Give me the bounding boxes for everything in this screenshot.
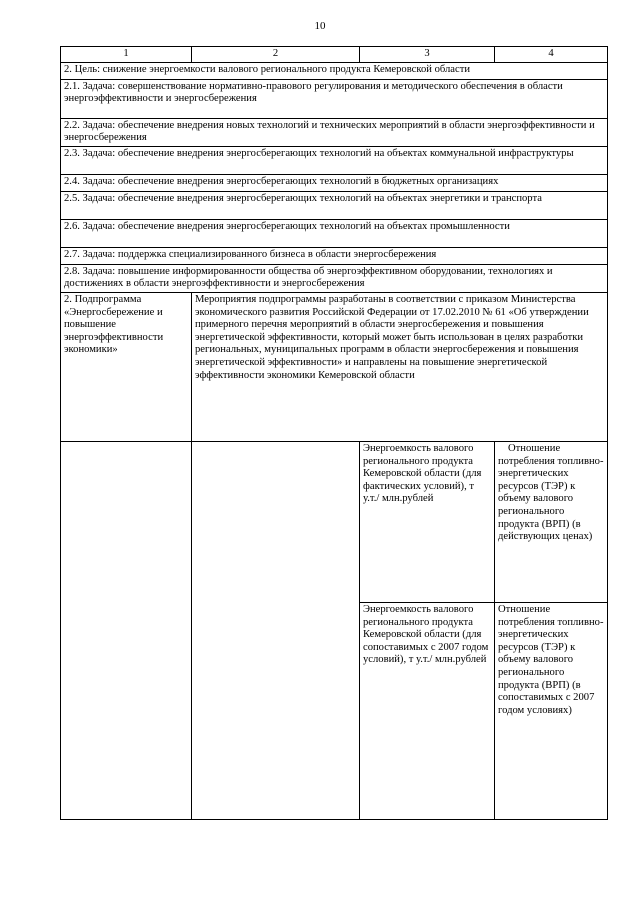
column-header-4: 4 bbox=[495, 47, 608, 63]
task-text: 2.8. Задача: повышение информированности общества об энергоэффективном оборудовании, технологиях и достижениях в области энергоэффективности и энергосбережения bbox=[61, 264, 608, 292]
indicator-method: Отношение потребления топливно-энергетических ресурсов (ТЭР) к объему валового регионального продукта (ВРП) (в сопоставимых с 2007 годом условиях) bbox=[495, 602, 608, 819]
task-row bbox=[61, 146, 608, 174]
program-table bbox=[60, 46, 608, 820]
indicator-name: Энергоемкость валового регионального продукта Кемеровской области (для сопоставимых с 2007 годом условий), т у.т./ млн.рублей bbox=[360, 602, 495, 819]
empty-cell bbox=[192, 441, 360, 819]
goal-row bbox=[61, 62, 608, 79]
subprogram-row bbox=[61, 292, 608, 441]
task-row bbox=[61, 79, 608, 118]
task-text: 2.1. Задача: совершенствование нормативно-правового регулирования и методического обеспечения в области энергоэффективности и энергосбережения bbox=[61, 79, 608, 118]
task-text: 2.4. Задача: обеспечение внедрения энергосберегающих технологий в бюджетных организациях bbox=[61, 174, 608, 191]
task-text: 2.7. Задача: поддержка специализированного бизнеса в области энергосбережения bbox=[61, 247, 608, 264]
task-row bbox=[61, 219, 608, 247]
empty-cell bbox=[61, 441, 192, 819]
header-row bbox=[61, 47, 608, 63]
column-header-1: 1 bbox=[61, 47, 192, 63]
indicator-name: Энергоемкость валового регионального продукта Кемеровской области (для фактических условий), т у.т./ млн.рублей bbox=[360, 441, 495, 602]
task-row bbox=[61, 191, 608, 219]
task-text: 2.6. Задача: обеспечение внедрения энергосберегающих технологий на объектах промышленности bbox=[61, 219, 608, 247]
subprogram-description: Мероприятия подпрограммы разработаны в соответствии с приказом Министерства экономического развития Российской Федерации от 17.02.2010 № 61 «Об утверждении примерного перечня мероприятий в области энергосбережения и повышения энергетической эффективности, который может быть использован в целях разработки региональных, муниципальных программ в области энергосбережения и повышения энергетической эффективности» и направлены на повышение энергетической эффективности экономики Кемеровской области bbox=[192, 292, 608, 441]
task-text: 2.5. Задача: обеспечение внедрения энергосберегающих технологий на объектах энергетики и транспорта bbox=[61, 191, 608, 219]
subprogram-name: 2. Подпрограмма «Энергосбережение и повышение энергоэффективности экономики» bbox=[61, 292, 192, 441]
task-row bbox=[61, 264, 608, 292]
column-header-3: 3 bbox=[360, 47, 495, 63]
task-row bbox=[61, 174, 608, 191]
task-row bbox=[61, 118, 608, 146]
page-number: 10 bbox=[314, 20, 326, 32]
task-text: 2.2. Задача: обеспечение внедрения новых технологий и технических мероприятий в области энергоэффективности и энергосбережения bbox=[61, 118, 608, 146]
indicator-row bbox=[61, 441, 608, 602]
goal-text: 2. Цель: снижение энергоемкости валового регионального продукта Кемеровской области bbox=[61, 62, 608, 79]
task-row bbox=[61, 247, 608, 264]
indicator-method: Отношение потребления топливно-энергетических ресурсов (ТЭР) к объему валового регионального продукта (ВРП) (в действующих ценах) bbox=[495, 441, 608, 602]
column-header-2: 2 bbox=[192, 47, 360, 63]
task-text: 2.3. Задача: обеспечение внедрения энергосберегающих технологий на объектах коммунальной инфраструктуры bbox=[61, 146, 608, 174]
